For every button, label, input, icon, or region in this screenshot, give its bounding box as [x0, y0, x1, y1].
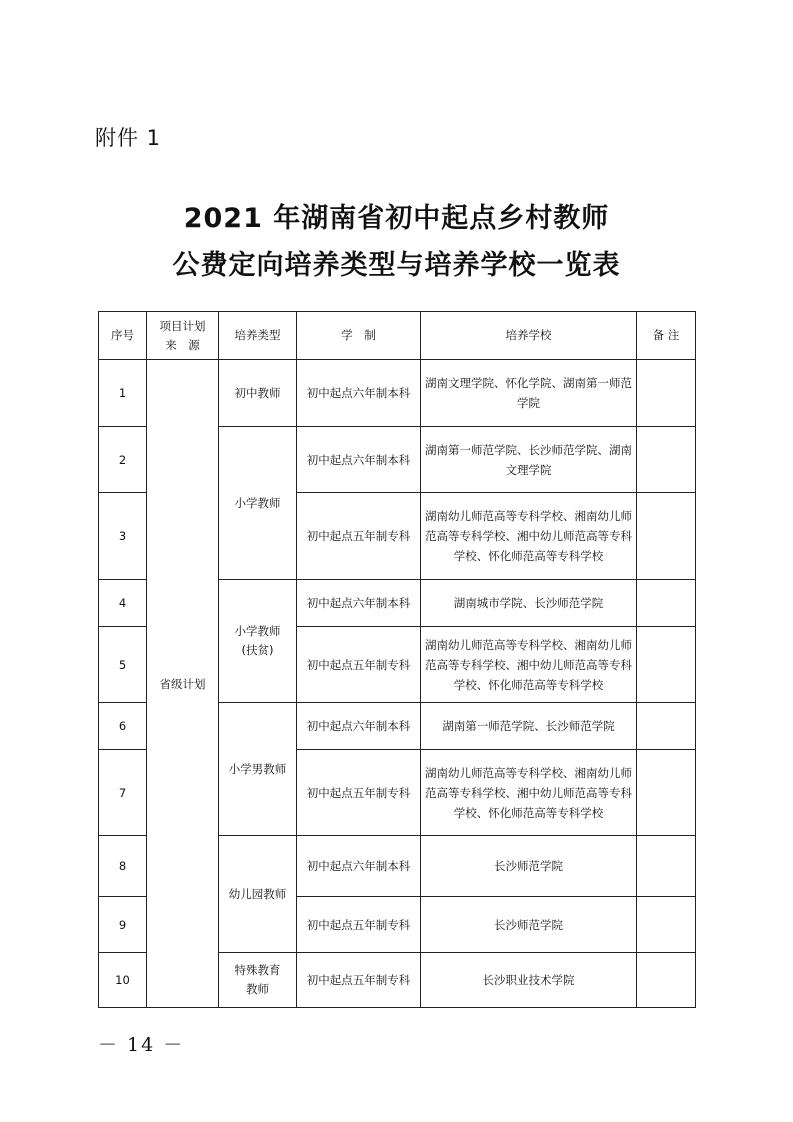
system-cell: 初中起点五年制专科 — [297, 897, 421, 953]
header-source-line-1: 项目计划 — [159, 318, 206, 333]
system-cell: 初中起点五年制专科 — [297, 953, 421, 1008]
program-table — [98, 311, 696, 1008]
row-index: 6 — [99, 703, 147, 750]
header-system: 学 制 — [297, 312, 421, 360]
attachment-label: 附件 1 — [95, 126, 162, 150]
type-primary-poverty-line-2: (扶贫) — [241, 643, 274, 657]
type-special-line-1: 特殊教育 — [234, 963, 281, 977]
remarks-cell — [637, 360, 696, 427]
type-primary-poverty-line-1: 小学教师 — [234, 624, 281, 638]
remarks-cell — [637, 493, 696, 580]
type-cell-kindergarten: 幼儿园教师 — [219, 836, 297, 953]
system-cell: 初中起点六年制本科 — [297, 360, 421, 427]
row-index: 7 — [99, 750, 147, 836]
schools-cell: 湖南幼儿师范高等专科学校、湘南幼儿师范高等专科学校、湘中幼儿师范高等专科学校、怀化师范高等专科学校 — [421, 627, 637, 703]
system-cell: 初中起点五年制专科 — [297, 750, 421, 836]
remarks-cell — [637, 703, 696, 750]
row-index: 3 — [99, 493, 147, 580]
remarks-cell — [637, 750, 696, 836]
source-cell: 省级计划 — [147, 360, 219, 1008]
header-source-line-2: 来 源 — [165, 337, 200, 352]
remarks-cell — [637, 836, 696, 897]
schools-cell: 湖南文理学院、怀化学院、湖南第一师范学院 — [421, 360, 637, 427]
system-cell: 初中起点六年制本科 — [297, 427, 421, 493]
schools-cell: 湖南幼儿师范高等专科学校、湘南幼儿师范高等专科学校、湘中幼儿师范高等专科学校、怀化师范高等专科学校 — [421, 750, 637, 836]
remarks-cell — [637, 580, 696, 627]
remarks-cell — [637, 627, 696, 703]
type-cell-primary: 小学教师 — [219, 427, 297, 580]
header-schools: 培养学校 — [421, 312, 637, 360]
row-index: 8 — [99, 836, 147, 897]
schools-cell: 长沙师范学院 — [421, 897, 637, 953]
header-remarks: 备 注 — [637, 312, 696, 360]
remarks-cell — [637, 427, 696, 493]
type-special-line-2: 教师 — [246, 982, 269, 996]
system-cell: 初中起点六年制本科 — [297, 580, 421, 627]
schools-cell: 湖南第一师范学院、长沙师范学院 — [421, 703, 637, 750]
schools-cell: 湖南城市学院、长沙师范学院 — [421, 580, 637, 627]
header-type: 培养类型 — [219, 312, 297, 360]
header-index: 序号 — [99, 312, 147, 360]
row-index: 4 — [99, 580, 147, 627]
remarks-cell — [637, 897, 696, 953]
page-number: － 14 － — [98, 1034, 185, 1056]
system-cell: 初中起点五年制专科 — [297, 627, 421, 703]
document-title-line-1: 2021 年湖南省初中起点乡村教师 — [183, 203, 610, 234]
system-cell: 初中起点五年制专科 — [297, 493, 421, 580]
row-index: 1 — [99, 360, 147, 427]
schools-cell: 湖南幼儿师范高等专科学校、湘南幼儿师范高等专科学校、湘中幼儿师范高等专科学校、怀化师范高等专科学校 — [421, 493, 637, 580]
row-index: 9 — [99, 897, 147, 953]
type-cell-junior: 初中教师 — [219, 360, 297, 427]
type-cell-primary-male: 小学男教师 — [219, 703, 297, 836]
system-cell: 初中起点六年制本科 — [297, 703, 421, 750]
type-cell-special — [219, 953, 297, 1008]
document-title-line-2: 公费定向培养类型与培养学校一览表 — [172, 250, 621, 281]
system-cell: 初中起点六年制本科 — [297, 836, 421, 897]
schools-cell: 长沙职业技术学院 — [421, 953, 637, 1008]
remarks-cell — [637, 953, 696, 1008]
schools-cell: 湖南第一师范学院、长沙师范学院、湖南文理学院 — [421, 427, 637, 493]
type-cell-primary-poverty — [219, 580, 297, 703]
table-header-row — [99, 312, 696, 360]
row-index: 2 — [99, 427, 147, 493]
row-index: 5 — [99, 627, 147, 703]
table-row — [99, 360, 696, 427]
row-index: 10 — [99, 953, 147, 1008]
header-source — [147, 312, 219, 360]
schools-cell: 长沙师范学院 — [421, 836, 637, 897]
